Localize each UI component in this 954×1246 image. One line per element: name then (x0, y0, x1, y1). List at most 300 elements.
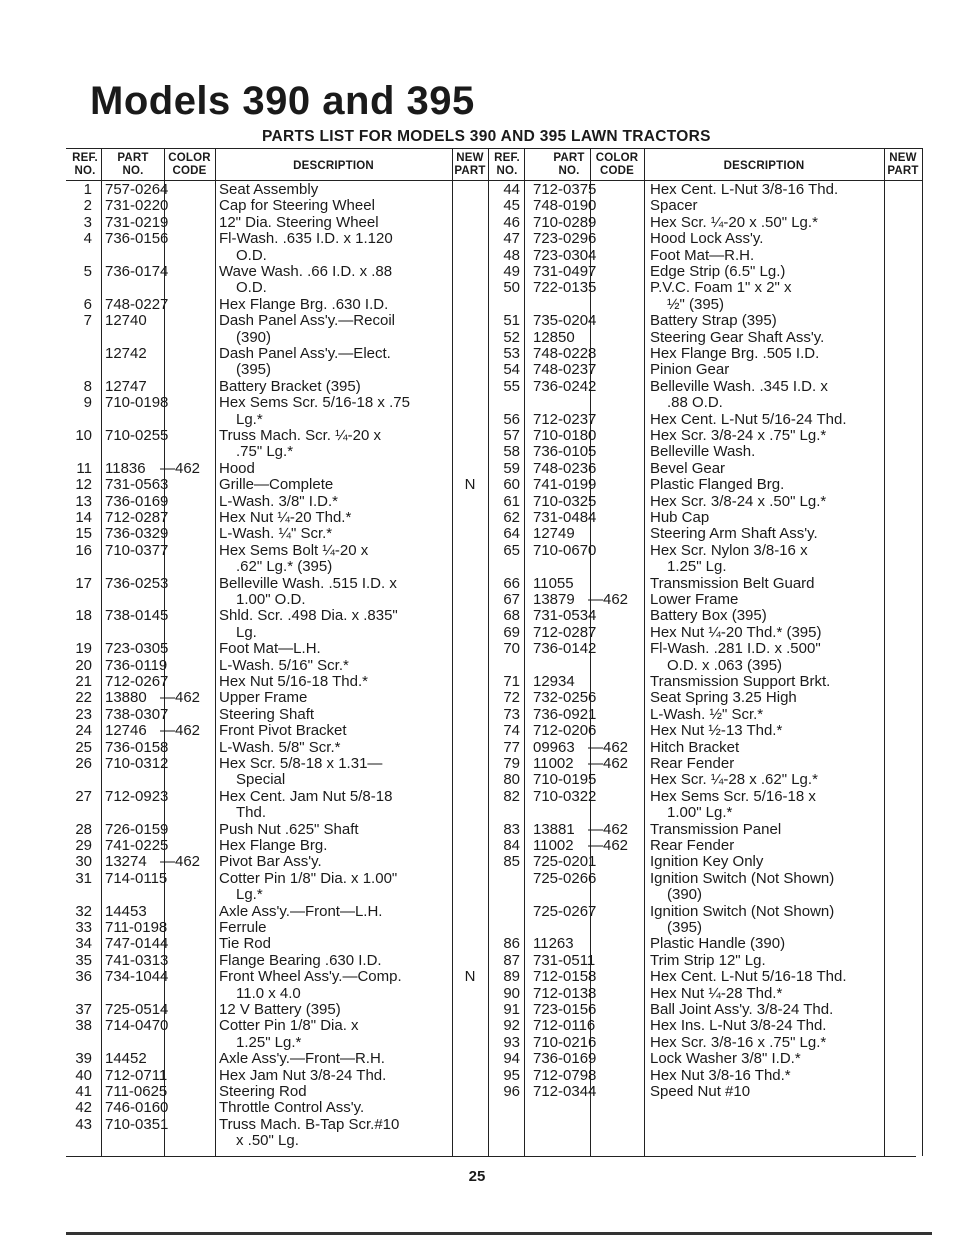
part-number: 712-0711 (105, 1066, 168, 1084)
part-number: 722-0135 (533, 279, 597, 297)
new-part-flag: N (464, 968, 476, 986)
part-number: 736-0105 (533, 443, 597, 461)
part-description: L-Wash. 5/8" Scr.* (219, 738, 341, 756)
ref-number: 39 (75, 1050, 92, 1068)
ref-number: 85 (503, 853, 520, 871)
ref-number: 44 (503, 181, 520, 198)
part-description: (395) (667, 919, 703, 936)
part-number: 757-0264 (105, 181, 169, 198)
ref-number: 59 (503, 459, 520, 477)
part-description: Hex Ins. L-Nut 3/8-24 Thd. (650, 1017, 827, 1035)
part-description: Foot Mat—R.H. (650, 246, 755, 264)
ref-number: 5 (83, 263, 92, 280)
ref-number: 70 (503, 640, 520, 658)
part-number: 748-0228 (533, 345, 597, 362)
part-description: Hitch Bracket (650, 738, 740, 756)
part-number: 11055 (533, 574, 574, 592)
part-description: Edge Strip (6.5" Lg.) (650, 263, 786, 280)
part-number: 13274 (105, 853, 147, 871)
ref-number: 73 (503, 705, 520, 723)
ref-number: 65 (503, 541, 520, 559)
ref-number: 61 (503, 492, 520, 510)
part-number: 731-0497 (533, 263, 597, 280)
bottom-rule (66, 1232, 932, 1235)
ref-number: 67 (503, 591, 520, 608)
ref-number: 69 (503, 623, 520, 641)
part-description: Lg. (236, 623, 257, 641)
part-number: 710-0312 (105, 755, 169, 772)
part-number: 12749 (533, 525, 575, 543)
right-column-divider (524, 148, 525, 1156)
part-description: Hex Nut 5/16-18 Thd.* (219, 673, 368, 690)
part-description: O.D. x .063 (395) (667, 656, 783, 674)
right-column-divider (884, 148, 885, 1156)
part-number: 712-0798 (533, 1066, 597, 1084)
ref-number: 45 (503, 197, 520, 215)
part-description: Rear Fender (650, 837, 735, 854)
part-description: Battery Bracket (395) (219, 377, 361, 395)
part-number: 710-0322 (533, 787, 597, 805)
ref-number: 74 (503, 722, 520, 740)
ref-number: 33 (75, 919, 92, 936)
ref-number: 13 (75, 492, 92, 510)
ref-number: 64 (503, 525, 520, 543)
part-description: Front Pivot Bracket (219, 722, 347, 740)
part-description: Lg.* (236, 886, 263, 904)
ref-number: 3 (83, 213, 92, 231)
part-description: Pinion Gear (650, 361, 730, 379)
ref-number: 37 (75, 1001, 92, 1018)
part-description: L-Wash. 5/16" Scr.* (219, 656, 349, 674)
part-number: 11002 (533, 837, 574, 854)
ref-number: 35 (75, 951, 92, 969)
part-description: Seat Spring 3.25 High (650, 689, 797, 707)
ref-number: 56 (503, 410, 520, 428)
ref-number: 38 (75, 1017, 92, 1035)
right-header-new-part-2: PART (887, 165, 919, 177)
part-description: P.V.C. Foam 1" x 2" x (650, 279, 792, 297)
part-number: 12747 (105, 377, 147, 395)
part-number: 712-0287 (105, 509, 169, 526)
ref-number: 1 (83, 181, 92, 198)
part-number: 710-0670 (533, 541, 597, 559)
ref-number: 43 (75, 1115, 92, 1133)
ref-number: 34 (75, 935, 92, 953)
left-column-divider (215, 148, 216, 1156)
part-description: 12 V Battery (395) (219, 1001, 341, 1018)
part-number: 731-0534 (533, 607, 597, 625)
part-description: (395) (236, 361, 272, 379)
part-description: Lg.* (236, 410, 263, 428)
color-code: —462 (588, 755, 629, 772)
ref-number: 18 (75, 607, 92, 625)
ref-number: 32 (75, 902, 92, 920)
part-description: 1.00" Lg.* (667, 804, 733, 822)
part-number: 725-0514 (105, 1001, 169, 1018)
part-number: 731-0220 (105, 197, 169, 215)
part-number: 723-0304 (533, 246, 597, 264)
part-number: 712-0267 (105, 673, 169, 690)
part-description: Hex Sems Bolt ¼-20 x (219, 541, 369, 559)
part-description: Belleville Wash. (650, 443, 756, 461)
ref-number: 91 (503, 1001, 520, 1018)
part-number: 732-0256 (533, 689, 597, 707)
ref-number: 29 (75, 837, 92, 854)
part-number: 736-0156 (105, 230, 169, 248)
part-number: 712-0344 (533, 1083, 597, 1100)
ref-number: 86 (503, 935, 520, 953)
ref-number: 55 (503, 377, 520, 395)
part-description: Tie Rod (219, 935, 271, 953)
ref-number: 50 (503, 279, 520, 297)
part-description: x .50" Lg. (236, 1132, 299, 1150)
part-description: O.D. (236, 246, 267, 264)
right-header-part-no: PART (553, 152, 585, 164)
part-description: Thd. (236, 804, 267, 822)
part-number: 11263 (533, 935, 574, 953)
ref-number: 30 (75, 853, 92, 871)
part-description: Front Wheel Ass'y.—Comp. (219, 968, 402, 986)
right-column-divider (644, 148, 645, 1156)
part-description: Lock Washer 3/8" I.D.* (650, 1050, 801, 1068)
part-description: Cap for Steering Wheel (219, 197, 375, 215)
ref-number: 52 (503, 328, 520, 346)
part-description: Ignition Switch (Not Shown) (650, 902, 835, 920)
part-description: L-Wash. 3/8" I.D.* (219, 492, 338, 510)
part-number: 731-0563 (105, 476, 169, 494)
part-description: Steering Shaft (219, 705, 315, 723)
left-column-divider (101, 148, 102, 1156)
ref-number: 60 (503, 476, 520, 494)
ref-number: 6 (83, 295, 92, 313)
part-number: 723-0296 (533, 230, 597, 248)
part-number: 747-0144 (105, 935, 169, 953)
part-number: 736-0174 (105, 263, 169, 280)
part-number: 746-0160 (105, 1099, 169, 1117)
part-description: Plastic Handle (390) (650, 935, 786, 953)
ref-number: 19 (75, 640, 92, 658)
ref-number: 51 (503, 312, 520, 330)
part-number: 710-0255 (105, 427, 169, 444)
part-description: 1.25" Lg. (667, 558, 727, 576)
part-number: 710-0195 (533, 771, 597, 789)
part-number: 734-1044 (105, 968, 169, 986)
ref-number: 62 (503, 509, 520, 526)
part-description: Rear Fender (650, 755, 735, 772)
part-number: 714-0470 (105, 1017, 169, 1035)
part-number: 710-0180 (533, 427, 597, 444)
part-number: 14453 (105, 902, 147, 920)
part-description: Hex Scr. ¼-28 x .62" Lg.* (650, 771, 818, 789)
part-description: Hex Nut ½-13 Thd.* (650, 722, 783, 740)
part-number: 736-0253 (105, 574, 169, 592)
ref-number: 47 (503, 230, 520, 248)
part-description: Upper Frame (219, 689, 308, 707)
part-description: Hub Cap (650, 509, 710, 526)
part-number: 731-0511 (533, 951, 596, 969)
new-part-flag: N (464, 476, 476, 494)
part-number: 736-0142 (533, 640, 597, 658)
ref-number: 12 (75, 476, 92, 494)
part-description: (390) (236, 328, 272, 346)
part-number: 741-0313 (105, 951, 169, 969)
ref-number: 23 (75, 705, 92, 723)
ref-number: 31 (75, 869, 92, 887)
ref-number: 90 (503, 984, 520, 1002)
part-description: Dash Panel Ass'y.—Elect. (219, 345, 391, 362)
color-code: —462 (160, 722, 201, 740)
part-number: 12850 (533, 328, 575, 346)
part-number: 712-0287 (533, 623, 597, 641)
part-description: Battery Box (395) (650, 607, 767, 625)
part-number: 712-0237 (533, 410, 597, 428)
part-number: 712-0158 (533, 968, 597, 986)
part-description: Battery Strap (395) (650, 312, 777, 330)
left-header-color-code: COLOR (168, 152, 211, 164)
part-number: 738-0307 (105, 705, 169, 723)
left-column-divider (452, 148, 453, 1156)
part-number: 741-0225 (105, 837, 169, 854)
ref-number: 79 (503, 755, 520, 772)
part-description: Foot Mat—L.H. (219, 640, 321, 658)
ref-number: 49 (503, 263, 520, 280)
left-header-new-part-2: PART (454, 165, 486, 177)
part-description: Speed Nut #10 (650, 1083, 751, 1100)
page-number: 25 (468, 1168, 486, 1185)
part-number: 09963 (533, 738, 575, 756)
part-description: Hex Sems Scr. 5/16-18 x .75 (219, 394, 410, 412)
part-number: 731-0219 (105, 213, 169, 231)
part-description: Axle Ass'y.—Front—L.H. (219, 902, 383, 920)
part-number: 736-0169 (105, 492, 169, 510)
right-column-divider (922, 148, 923, 1156)
right-header-ref-no-2: NO. (496, 165, 518, 177)
right-header-ref-no: REF. (494, 152, 520, 164)
part-number: 748-0236 (533, 459, 597, 477)
ref-number: 92 (503, 1017, 520, 1035)
ref-number: 9 (83, 394, 92, 412)
part-description: Ignition Key Only (650, 853, 764, 871)
part-description: Hood (219, 459, 255, 477)
part-description: .75" Lg.* (236, 443, 294, 461)
ref-number: 83 (503, 820, 520, 838)
part-description: Hex Scr. 3/8-24 x .75" Lg.* (650, 427, 827, 444)
part-description: Trim Strip 12" Lg. (650, 951, 766, 969)
ref-number: 72 (503, 689, 520, 707)
part-description: Dash Panel Ass'y.—Recoil (219, 312, 395, 330)
part-number: 710-0198 (105, 394, 169, 412)
part-description: Hex Flange Brg. (219, 837, 328, 854)
right-header-color-code-2: CODE (599, 165, 635, 177)
part-description: Hex Nut ¼-20 Thd.* (219, 509, 352, 526)
part-number: 712-0116 (533, 1017, 596, 1035)
part-description: Cotter Pin 1/8" Dia. x 1.00" (219, 869, 398, 887)
ref-number: 24 (75, 722, 92, 740)
part-description: 1.00" O.D. (236, 591, 306, 608)
ref-number: 17 (75, 574, 92, 592)
ref-number: 71 (503, 673, 520, 690)
ref-number: 15 (75, 525, 92, 543)
part-description: Bevel Gear (650, 459, 726, 477)
left-header-color-code-2: CODE (172, 165, 207, 177)
part-description: Push Nut .625" Shaft (219, 820, 359, 838)
part-number: 736-0169 (533, 1050, 597, 1068)
ref-number: 54 (503, 361, 520, 379)
part-number: 723-0156 (533, 1001, 597, 1018)
ref-number: 57 (503, 427, 520, 444)
part-number: 710-0325 (533, 492, 597, 510)
part-number: 741-0199 (533, 476, 597, 494)
ref-number: 25 (75, 738, 92, 756)
ref-number: 10 (75, 427, 92, 444)
ref-number: 16 (75, 541, 92, 559)
ref-number: 84 (503, 837, 520, 854)
part-number: 13881 (533, 820, 575, 838)
part-description: Hex Sems Scr. 5/16-18 x (650, 787, 816, 805)
part-number: 736-0921 (533, 705, 597, 723)
part-description: .88 O.D. (667, 394, 723, 412)
part-description: O.D. (236, 279, 267, 297)
ref-number: 80 (503, 771, 520, 789)
page-title: Models 390 and 395 (90, 79, 475, 123)
part-description: .62" Lg.* (395) (236, 558, 333, 576)
parts-list-subtitle: PARTS LIST FOR MODELS 390 AND 395 LAWN TRACTORS (262, 128, 711, 145)
ref-number: 41 (75, 1083, 92, 1100)
part-number: 723-0305 (105, 640, 169, 658)
part-number: 12934 (533, 673, 575, 690)
part-description: Wave Wash. .66 I.D. x .88 (219, 263, 393, 280)
ref-number: 36 (75, 968, 92, 986)
part-number: 736-0119 (105, 656, 168, 674)
ref-number: 87 (503, 951, 520, 969)
part-description: Hex Cent. L-Nut 5/16-24 Thd. (650, 410, 847, 428)
part-number: 14452 (105, 1050, 147, 1068)
part-description: Hex Nut ¼-28 Thd.* (650, 984, 783, 1002)
part-description: Transmission Support Brkt. (650, 673, 831, 690)
part-number: 726-0159 (105, 820, 169, 838)
part-description: 1.25" Lg.* (236, 1033, 302, 1051)
ref-number: 82 (503, 787, 520, 805)
part-description: Fl-Wash. .281 I.D. x .500" (650, 640, 821, 658)
ref-number: 4 (83, 230, 92, 248)
part-description: ½" (395) (667, 295, 725, 313)
ref-number: 14 (75, 509, 92, 526)
ref-number: 53 (503, 345, 520, 362)
part-description: L-Wash. ½" Scr.* (650, 705, 764, 723)
part-description: Hex Nut ¼-20 Thd.* (395) (650, 623, 822, 641)
ref-number: 11 (76, 459, 92, 477)
part-description: Truss Mach. B-Tap Scr.#10 (219, 1115, 400, 1133)
part-description: Hex Flange Brg. .630 I.D. (219, 295, 389, 313)
part-description: 11.0 x 4.0 (236, 984, 301, 1002)
part-description: Ball Joint Ass'y. 3/8-24 Thd. (650, 1001, 834, 1018)
ref-number: 68 (503, 607, 520, 625)
part-number: 711-0198 (105, 919, 168, 936)
part-number: 712-0375 (533, 181, 597, 198)
part-description: 12" Dia. Steering Wheel (219, 213, 379, 231)
part-number: 748-0227 (105, 295, 169, 313)
part-description: Spacer (650, 197, 698, 215)
part-description: Hex Scr. ¼-20 x .50" Lg.* (650, 213, 818, 231)
part-description: Hex Cent. L-Nut 3/8-16 Thd. (650, 181, 839, 198)
part-description: (390) (667, 886, 703, 904)
part-number: 736-0158 (105, 738, 169, 756)
color-code: —462 (588, 591, 629, 608)
left-header-ref-no: REF. (72, 152, 98, 164)
part-description: Hex Scr. 3/8-16 x .75" Lg.* (650, 1033, 827, 1051)
right-header-new-part: NEW (889, 152, 917, 164)
ref-number: 40 (75, 1066, 92, 1084)
part-number: 710-0377 (105, 541, 169, 559)
part-description: Hex Cent. L-Nut 5/16-18 Thd. (650, 968, 847, 986)
part-number: 725-0267 (533, 902, 597, 920)
part-number: 738-0145 (105, 607, 169, 625)
left-header-description: DESCRIPTION (293, 160, 374, 172)
part-number: 12740 (105, 312, 147, 330)
part-number: 11002 (533, 755, 574, 772)
part-description: Hex Jam Nut 3/8-24 Thd. (219, 1066, 387, 1084)
part-description: Cotter Pin 1/8" Dia. x (219, 1017, 359, 1035)
part-description: Truss Mach. Scr. ¼-20 x (219, 427, 381, 444)
part-description: Hex Scr. 5/8-18 x 1.31— (219, 755, 383, 772)
part-description: Hex Cent. Jam Nut 5/8-18 (219, 787, 393, 805)
table-bottom-rule (66, 1156, 916, 1157)
left-header-part-no-2: NO. (122, 165, 144, 177)
part-number: 725-0266 (533, 869, 597, 887)
left-header-new-part: NEW (456, 152, 484, 164)
part-description: Hex Scr. 3/8-24 x .50" Lg.* (650, 492, 827, 510)
part-description: Lower Frame (650, 591, 739, 608)
ref-number: 46 (503, 213, 520, 231)
color-code: —462 (160, 689, 201, 707)
part-number: 11836 (105, 459, 146, 477)
part-number: 748-0190 (533, 197, 597, 215)
color-code: —462 (588, 820, 629, 838)
ref-number: 66 (503, 574, 520, 592)
right-header-part-no-2: NO. (558, 165, 580, 177)
part-description: Flange Bearing .630 I.D. (219, 951, 382, 969)
ref-number: 7 (83, 312, 92, 330)
part-number: 710-0289 (533, 213, 597, 231)
part-number: 748-0237 (533, 361, 597, 379)
part-description: Transmission Panel (650, 820, 782, 838)
part-description: Grille—Complete (219, 476, 334, 494)
part-description: Belleville Wash. .345 I.D. x (650, 377, 828, 395)
part-description: Hood Lock Ass'y. (650, 230, 764, 248)
part-number: 13879 (533, 591, 575, 608)
part-number: 12742 (105, 345, 147, 362)
part-description: Steering Rod (219, 1083, 307, 1100)
part-description: Steering Gear Shaft Ass'y. (650, 328, 825, 346)
ref-number: 89 (503, 968, 520, 986)
part-description: Plastic Flanged Brg. (650, 476, 785, 494)
part-description: Special (236, 771, 286, 789)
table-top-rule (66, 148, 922, 149)
ref-number: 58 (503, 443, 520, 461)
part-description: Shld. Scr. .498 Dia. x .835" (219, 607, 398, 625)
part-description: Ignition Switch (Not Shown) (650, 869, 835, 887)
ref-number: 28 (75, 820, 92, 838)
part-number: 710-0216 (533, 1033, 597, 1051)
color-code: —462 (588, 738, 629, 756)
ref-number: 95 (503, 1066, 520, 1084)
color-code: —462 (160, 853, 201, 871)
ref-number: 26 (75, 755, 92, 772)
part-description: L-Wash. ¼" Scr.* (219, 525, 333, 543)
ref-number: 93 (503, 1033, 520, 1051)
part-number: 712-0206 (533, 722, 597, 740)
part-description: Fl-Wash. .635 I.D. x 1.120 (219, 230, 393, 248)
